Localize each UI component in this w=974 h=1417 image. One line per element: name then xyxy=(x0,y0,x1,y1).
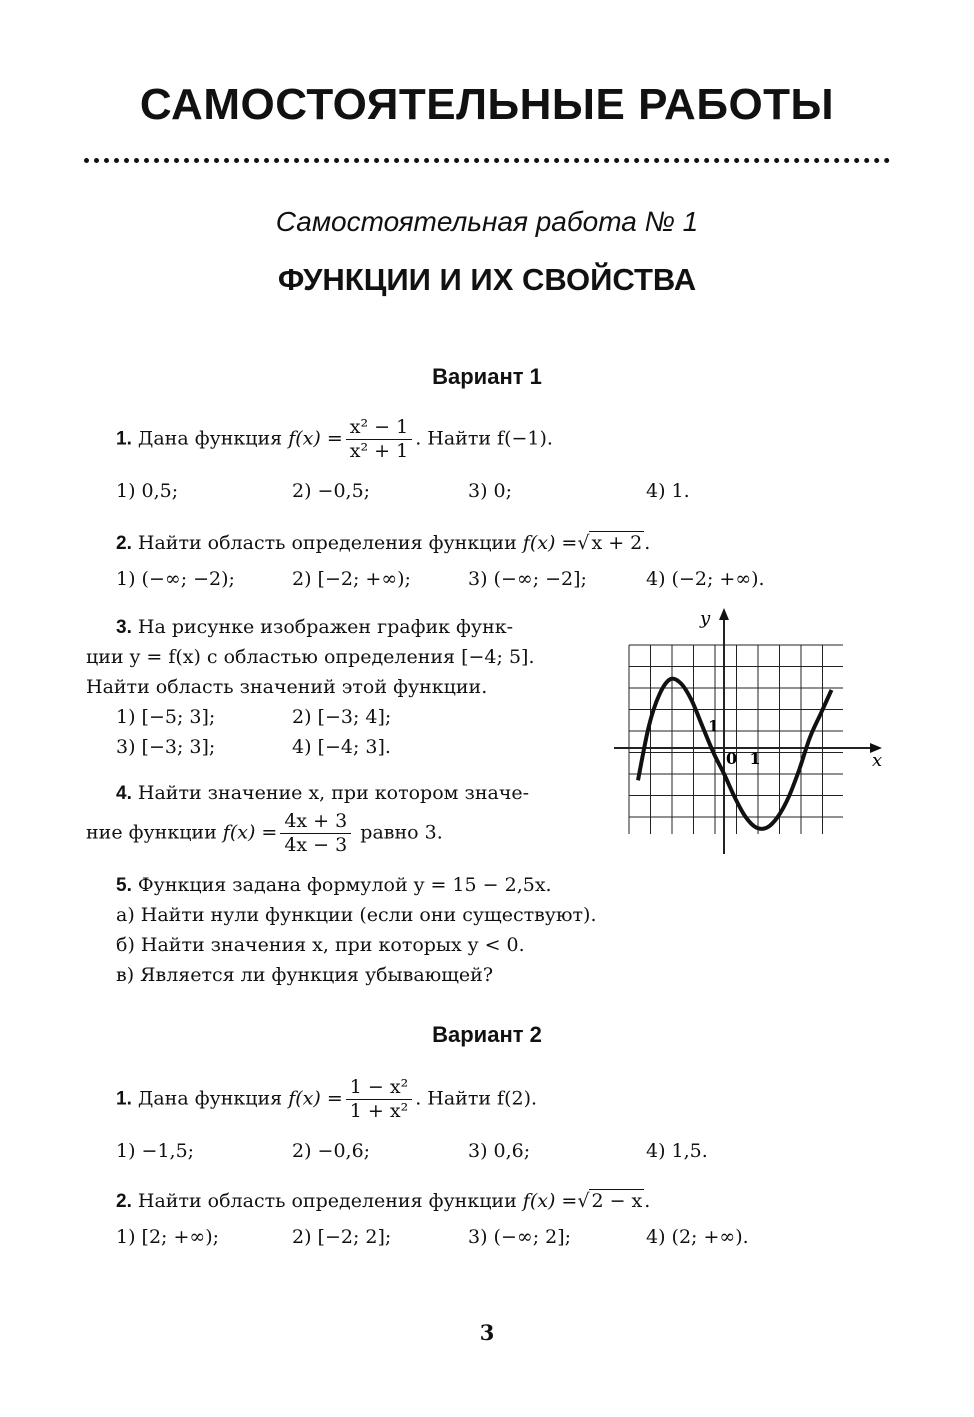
option: 3) (−∞; 2]; xyxy=(468,1226,572,1248)
option: 4) 1. xyxy=(646,480,690,502)
v1-task4-line2 xyxy=(86,810,443,857)
v2-task1 xyxy=(116,1076,537,1123)
task-text: равно 3. xyxy=(360,821,443,844)
v1-task3-line3: Найти область значений этой функции. xyxy=(86,676,488,698)
task-text: Дана функция xyxy=(137,427,283,450)
task-text: Найти значение x, при котором значе- xyxy=(137,782,530,804)
function-label: f(x) = xyxy=(288,427,343,450)
denominator: x² + 1 xyxy=(349,439,409,462)
task-number: 4. xyxy=(116,783,132,804)
option: 4) (−2; +∞). xyxy=(646,568,765,590)
variant2-title: Вариант 2 xyxy=(432,1022,542,1047)
numerator: x² − 1 xyxy=(346,416,412,440)
denominator: 1 + x² xyxy=(349,1099,409,1122)
task-end: . xyxy=(644,1190,651,1212)
task-text: Найти область определения функции xyxy=(137,532,517,554)
function-label: f(x) = xyxy=(288,1087,343,1110)
option: 4) [−4; 3]. xyxy=(292,736,391,758)
option: 3) (−∞; −2]; xyxy=(468,568,587,590)
numerator: 1 − x² xyxy=(346,1076,412,1100)
v1-task5-c: в) Является ли функция убывающей? xyxy=(116,964,494,986)
task-number: 3. xyxy=(116,617,132,638)
fraction xyxy=(280,810,351,857)
v1-task5-line1 xyxy=(116,874,552,897)
page-number: 3 xyxy=(479,1320,495,1345)
topic-title: ФУНКЦИИ И ИХ СВОЙСТВА xyxy=(277,262,697,297)
v1-task4-line1 xyxy=(116,782,529,805)
numerator: 4x + 3 xyxy=(280,810,351,834)
option: 3) [−3; 3]; xyxy=(116,736,216,758)
task-number: 1. xyxy=(116,1088,132,1110)
task-text: Найти область определения функции xyxy=(137,1190,517,1212)
option: 2) [−2; +∞); xyxy=(292,568,411,590)
task-number: 5. xyxy=(116,875,132,896)
task-text: Функция задана формулой y = 15 − 2,5x. xyxy=(137,874,552,896)
x-axis-label: x xyxy=(872,750,883,771)
denominator: 4x − 3 xyxy=(284,833,348,856)
function-label: f(x) = xyxy=(222,821,278,844)
task-question: . Найти f(−1). xyxy=(415,427,553,450)
function-label: f(x) = xyxy=(522,532,578,554)
v1-task5-b: б) Найти значения x, при которых y < 0. xyxy=(116,934,525,956)
option: 2) −0,6; xyxy=(292,1140,371,1162)
task-number: 2. xyxy=(116,533,132,554)
v1-task3-line2: ции y = f(x) с областью определения [−4; 5]. xyxy=(86,646,535,668)
fraction xyxy=(346,416,412,463)
option: 2) [−3; 4]; xyxy=(292,706,392,728)
task-number: 2. xyxy=(116,1191,132,1212)
function-graph xyxy=(600,600,890,860)
tick-label-origin: 0 xyxy=(726,749,738,768)
v2-task2: 2. Найти область определения функции f(x) =√ 2 − x . xyxy=(116,1190,651,1212)
y-tick-label-1: 1 xyxy=(708,716,720,736)
option: 3) 0,6; xyxy=(468,1140,531,1162)
task-text: На рисунке изображен график функ- xyxy=(137,616,514,638)
option: 1) −1,5; xyxy=(116,1140,195,1162)
variant1-title: Вариант 1 xyxy=(432,364,542,389)
option: 3) 0; xyxy=(468,480,513,502)
task-text: ние функции xyxy=(86,821,217,844)
dotted-divider xyxy=(84,158,890,163)
radicand: 2 − x xyxy=(591,1190,643,1212)
option: 1) (−∞; −2); xyxy=(116,568,235,590)
task-end: . xyxy=(644,532,651,554)
x-tick-label-1: 1 xyxy=(749,749,761,768)
option: 4) (2; +∞). xyxy=(646,1226,749,1248)
option: 2) −0,5; xyxy=(292,480,371,502)
work-subtitle: Самостоятельная работа № 1 xyxy=(275,206,699,237)
v1-task2: 2. Найти область определения функции f(x) =√ x + 2 . xyxy=(116,532,651,554)
v1-task5-a: а) Найти нули функции (если они существуют). xyxy=(116,904,597,926)
y-axis-arrow xyxy=(719,608,729,620)
option: 2) [−2; 2]; xyxy=(292,1226,392,1248)
task-number: 1. xyxy=(116,428,132,450)
fraction xyxy=(346,1076,412,1123)
option: 4) 1,5. xyxy=(646,1140,708,1162)
y-axis-label: y xyxy=(700,608,711,629)
option: 1) 0,5; xyxy=(116,480,179,502)
radicand: x + 2 xyxy=(591,532,643,554)
option: 1) [2; +∞); xyxy=(116,1226,220,1248)
main-title: САМОСТОЯТЕЛЬНЫЕ РАБОТЫ xyxy=(139,80,835,129)
v1-task1 xyxy=(116,416,553,463)
function-label: f(x) = xyxy=(522,1190,578,1212)
task-question: . Найти f(2). xyxy=(415,1087,538,1110)
option: 1) [−5; 3]; xyxy=(116,706,216,728)
task-text: Дана функция xyxy=(137,1087,283,1110)
v1-task3-line1 xyxy=(116,616,513,639)
